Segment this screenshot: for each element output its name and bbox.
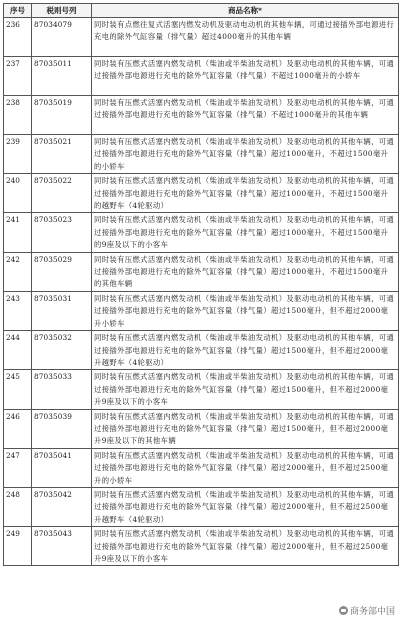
row-seq: 249 [4, 527, 32, 566]
wechat-logo-icon [339, 606, 348, 615]
row-desc: 同时装有压燃式活塞内燃发动机（柴油或半柴油发动机）及驱动电动机的其他车辆，可通过接插外部电源进行充电的除外气缸容量（排气量）超过1500毫升，但不超过2000毫升9座及以下的小客车 [92, 370, 399, 409]
row-seq: 243 [4, 291, 32, 330]
table-header-row [4, 4, 399, 18]
row-code: 87035043 [32, 527, 92, 566]
row-seq: 246 [4, 409, 32, 448]
row-code: 87035029 [32, 252, 92, 291]
row-desc: 同时装有压燃式活塞内燃发动机（柴油或半柴油发动机）及驱动电动机的其他车辆，可通过接插外部电源进行充电的除外气缸容量（排气量）超过1000毫升，不超过1500毫升的越野车（4轮驱动） [92, 174, 399, 213]
row-code: 87035011 [32, 57, 92, 96]
table-row [4, 331, 399, 370]
row-desc: 同时装有压燃式活塞内燃发动机（柴油或半柴油发动机）及驱动电动机的其他车辆，可通过接插外部电源进行充电的除外气缸容量（排气量）超过1000毫升，不超过1500毫升的其他车辆 [92, 252, 399, 291]
row-seq: 245 [4, 370, 32, 409]
table-row [4, 409, 399, 448]
row-code: 87035041 [32, 448, 92, 487]
table-row [4, 448, 399, 487]
header-code: 税则号列 [32, 4, 92, 18]
header-desc: 商品名称* [92, 4, 399, 18]
row-desc: 同时装有点燃往复式活塞内燃发动机及驱动电动机的其他车辆，可通过接插外部电源进行充电的除外气缸容量（排气量）超过4000毫升的其他车辆 [92, 18, 399, 57]
row-desc: 同时装有压燃式活塞内燃发动机（柴油或半柴油发动机）及驱动电动机的其他车辆，可通过接插外部电源进行充电的除外气缸容量（排气量）超过2000毫升，但不超过2500毫升越野车（4轮驱动） [92, 487, 399, 526]
table-row [4, 174, 399, 213]
row-desc: 同时装有压燃式活塞内燃发动机（柴油或半柴油发动机）及驱动电动机的其他车辆，可通过接插外部电源进行充电的除外气缸容量（排气量）超过1500毫升，但不超过2000毫升9座及以下的其他车辆 [92, 409, 399, 448]
table-row [4, 527, 399, 566]
row-seq: 236 [4, 18, 32, 57]
row-seq: 241 [4, 213, 32, 252]
tariff-table [3, 3, 399, 566]
row-seq: 242 [4, 252, 32, 291]
row-seq: 240 [4, 174, 32, 213]
row-code: 87035039 [32, 409, 92, 448]
row-code: 87034079 [32, 18, 92, 57]
row-seq: 238 [4, 96, 32, 135]
watermark-text: 商务部中国 [349, 607, 395, 617]
row-desc: 同时装有压燃式活塞内燃发动机（柴油或半柴油发动机）及驱动电动机的其他车辆，可通过接插外部电源进行充电的除外气缸容量（排气量）超过1500毫升，但不超过2000毫升小轿车 [92, 291, 399, 330]
row-seq: 239 [4, 135, 32, 174]
row-code: 87035023 [32, 213, 92, 252]
row-code: 87035031 [32, 291, 92, 330]
row-seq: 247 [4, 448, 32, 487]
table-row [4, 96, 399, 135]
row-seq: 244 [4, 331, 32, 370]
table-row [4, 291, 399, 330]
row-code: 87035019 [32, 96, 92, 135]
table-row [4, 57, 399, 96]
row-code: 87035042 [32, 487, 92, 526]
table-row [4, 487, 399, 526]
row-code: 87035033 [32, 370, 92, 409]
row-desc: 同时装有压燃式活塞内燃发动机（柴油或半柴油发动机）及驱动电动机的其他车辆，可通过接插外部电源进行充电的除外气缸容量（排气量）超过1000毫升，不超过1500毫升的小轿车 [92, 135, 399, 174]
tariff-document [3, 3, 398, 566]
table-row [4, 252, 399, 291]
row-desc: 同时装有压燃式活塞内燃发动机（柴油或半柴油发动机）及驱动电动机的其他车辆，可通过接插外部电源进行充电的除外气缸容量（排气量）超过1000毫升，不超过1500毫升的9座及以下的小客车 [92, 213, 399, 252]
table-row [4, 135, 399, 174]
row-desc: 同时装有压燃式活塞内燃发动机（柴油或半柴油发动机）及驱动电动机的其他车辆，可通过接插外部电源进行充电的除外气缸容量（排气量）超过2000毫升，但不超过2500毫升9座及以下的小客车 [92, 527, 399, 566]
row-code: 87035021 [32, 135, 92, 174]
row-seq: 237 [4, 57, 32, 96]
row-code: 87035022 [32, 174, 92, 213]
header-seq: 序号 [4, 4, 32, 18]
row-seq: 248 [4, 487, 32, 526]
watermark [337, 604, 397, 617]
row-desc: 同时装有压燃式活塞内燃发动机（柴油或半柴油发动机）及驱动电动机的其他车辆，可通过接插外部电源进行充电的除外气缸容量（排气量）超过1500毫升，但不超过2000毫升越野车（4轮驱动） [92, 331, 399, 370]
row-desc: 同时装有压燃式活塞内燃发动机（柴油或半柴油发动机）及驱动电动机的其他车辆，可通过接插外部电源进行充电的除外气缸容量（排气量）不超过1000毫升的其他车辆 [92, 96, 399, 135]
table-row [4, 370, 399, 409]
row-desc: 同时装有压燃式活塞内燃发动机（柴油或半柴油发动机）及驱动电动机的其他车辆，可通过接插外部电源进行充电的除外气缸容量（排气量）不超过1000毫升的小轿车 [92, 57, 399, 96]
table-row [4, 18, 399, 57]
table-row [4, 213, 399, 252]
row-code: 87035032 [32, 331, 92, 370]
row-desc: 同时装有压燃式活塞内燃发动机（柴油或半柴油发动机）及驱动电动机的其他车辆，可通过接插外部电源进行充电的除外气缸容量（排气量）超过2000毫升，但不超过2500毫升的小轿车 [92, 448, 399, 487]
